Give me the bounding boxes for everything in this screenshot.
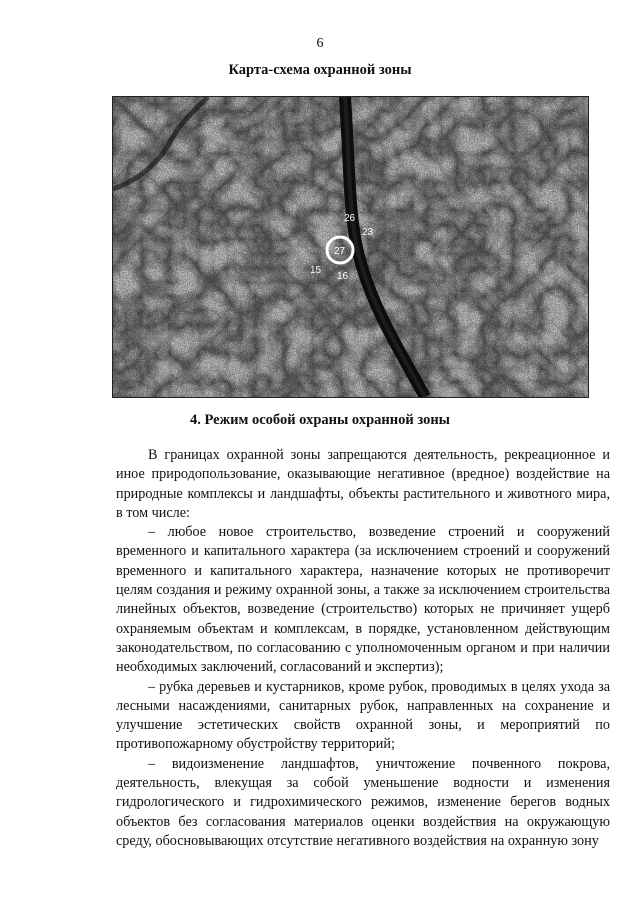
map-label: 23 <box>362 227 374 238</box>
paragraph-logging: – рубка деревьев и кустарников, кроме рубок, проводимых в целях ухода за лесными насаждениями, санитарных рубок, направленных на сохранение и улучшение эстетических свойств охранной зоны, и мероприятий по противопожарному обустройству территорий; <box>116 678 610 753</box>
map-label: 16 <box>337 271 349 282</box>
map-label: 26 <box>344 213 356 224</box>
map-label: 15 <box>310 265 322 276</box>
paragraph-intro: В границах охранной зоны запрещаются деятельность, рекреационное и иное природопользование, оказывающие негативное (вредное) воздействие на природные комплексы и ландшафты, объекты растительного и животного мира, в том числе: <box>116 447 610 521</box>
section-title: 4. Режим особой охраны охранной зоны <box>189 412 450 428</box>
map-title: Карта-схема охранной зоны <box>228 62 412 78</box>
paragraph-construction: – любое новое строительство, возведение строений и сооружений временного и капитального характера (за исключением строений и сооружений временного и капитального характера, назначение которых не противоречит целям создания и режиму охранной зоны, а также за исключением строительства линейных объектов, возведение (строительство) которых не причиняет ущерб охраняемым объектам и комплексам, в порядке, установленном действующим законодательством, по согласованию с уполномоченным органом и при наличии необходимых заключений, согласований и экспертиз); <box>116 524 610 676</box>
page-number: 6 <box>316 36 324 51</box>
body-text <box>116 446 610 851</box>
map-image <box>112 96 589 398</box>
map-label: 27 <box>334 246 346 257</box>
paragraph-landscape: – видоизменение ландшафтов, уничтожение почвенного покрова, деятельность, влекущая за собой уменьшение водности и изменения гидрологического и гидрохимического режимов, изменение берегов водных объектов без согласования материалов оценки воздействия на окружающую среду, обосновывающих отсутствие негативного воздействия на охранную зону <box>116 755 610 849</box>
